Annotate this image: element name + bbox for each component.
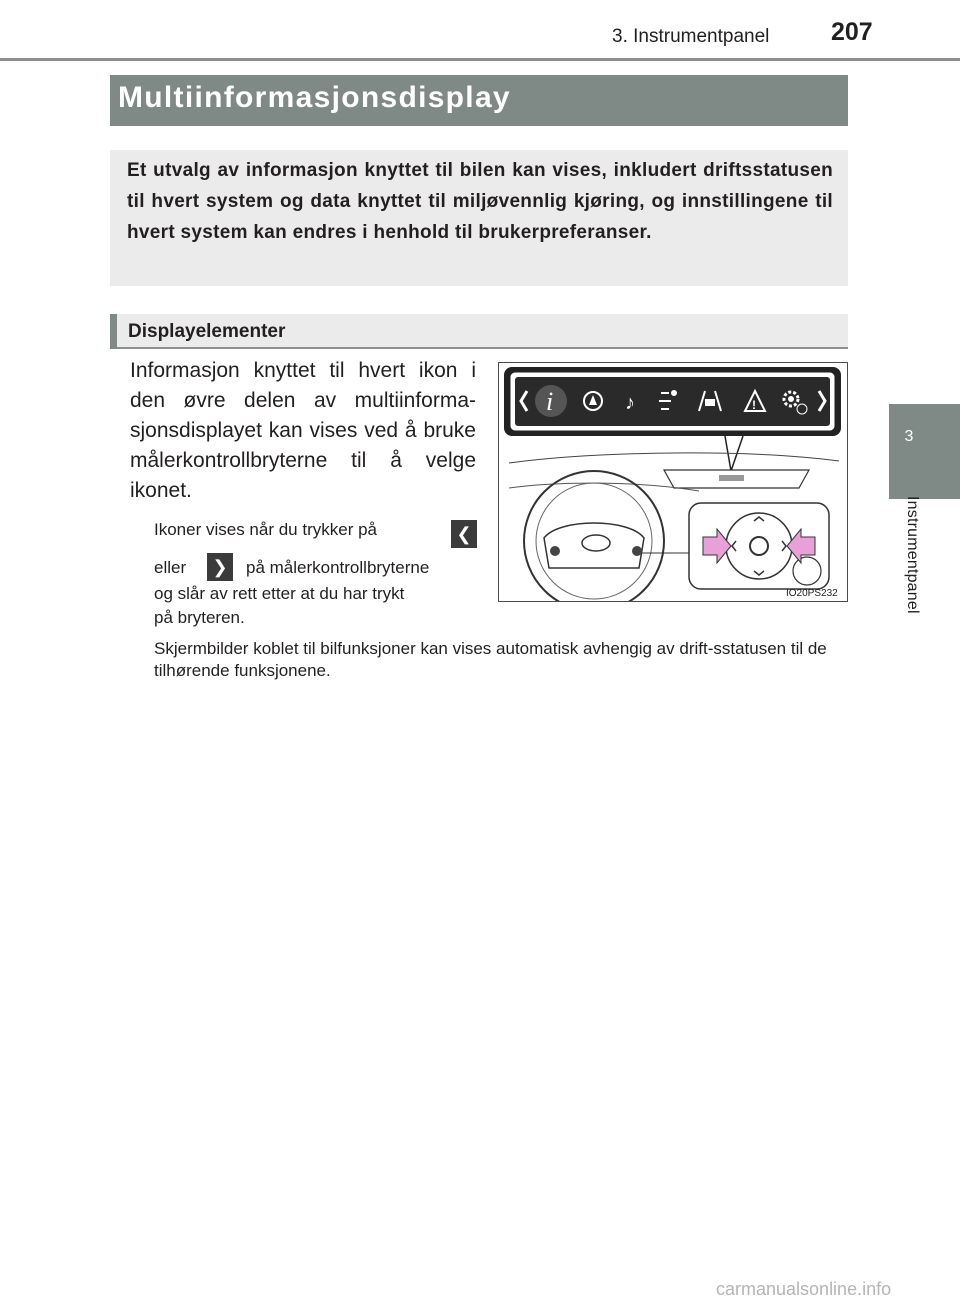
figure-code: IO20PS232 xyxy=(786,588,838,599)
note-text: eller xyxy=(154,558,187,577)
watermark[interactable]: carmanualsonline.info xyxy=(716,1279,892,1299)
note-text: Skjermbilder koblet til bilfunksjoner kan vises automatisk avhengig av drift-sstatusen til de tilhørende funksjonene. xyxy=(154,639,827,680)
music-icon xyxy=(625,392,635,414)
section-header-marker xyxy=(110,314,117,349)
page-title: Multiinformasjonsdisplay xyxy=(118,81,511,114)
chevron-left-icon: ❮ xyxy=(451,520,477,548)
note-text: Ikoner vises når du trykker på xyxy=(154,520,377,539)
header-rule xyxy=(0,58,960,61)
chapter-tab-number: 3 xyxy=(904,428,914,445)
info-icon xyxy=(546,387,553,416)
svg-text:♪: ♪ xyxy=(625,392,635,414)
body-paragraph: Informasjon knyttet til hvert ikon i den øvre delen av multiinforma-sjonsdisplayet kan vises ved å bruke målerkontrollbryterne til å velge ikonet. xyxy=(130,359,476,502)
chevron-right-icon: ❯ xyxy=(207,553,233,581)
note-text: og slår av rett etter at du har trykt xyxy=(154,584,405,603)
svg-text:!: ! xyxy=(752,398,756,412)
chapter-tab-label: Instrumentpanel xyxy=(904,496,921,614)
note-text: på bryteren. xyxy=(154,608,245,627)
svg-text:i: i xyxy=(546,387,554,416)
chapter-tab xyxy=(889,404,960,499)
intro-text: Et utvalg av informasjon knyttet til bilen kan vises, inkludert driftsstatusen til hvert system og data knyttet til miljøvennlig kjøring, og innstillingene til hvert system kan endres i henhold til brukerpreferanser. xyxy=(127,160,833,243)
note-text: på målerkontrollbryterne xyxy=(246,558,430,577)
section-title: Displayelementer xyxy=(128,321,286,342)
page-number: 207 xyxy=(831,18,873,46)
header-chapter: 3. Instrumentpanel xyxy=(612,26,770,47)
dashboard-illustration xyxy=(498,362,848,602)
